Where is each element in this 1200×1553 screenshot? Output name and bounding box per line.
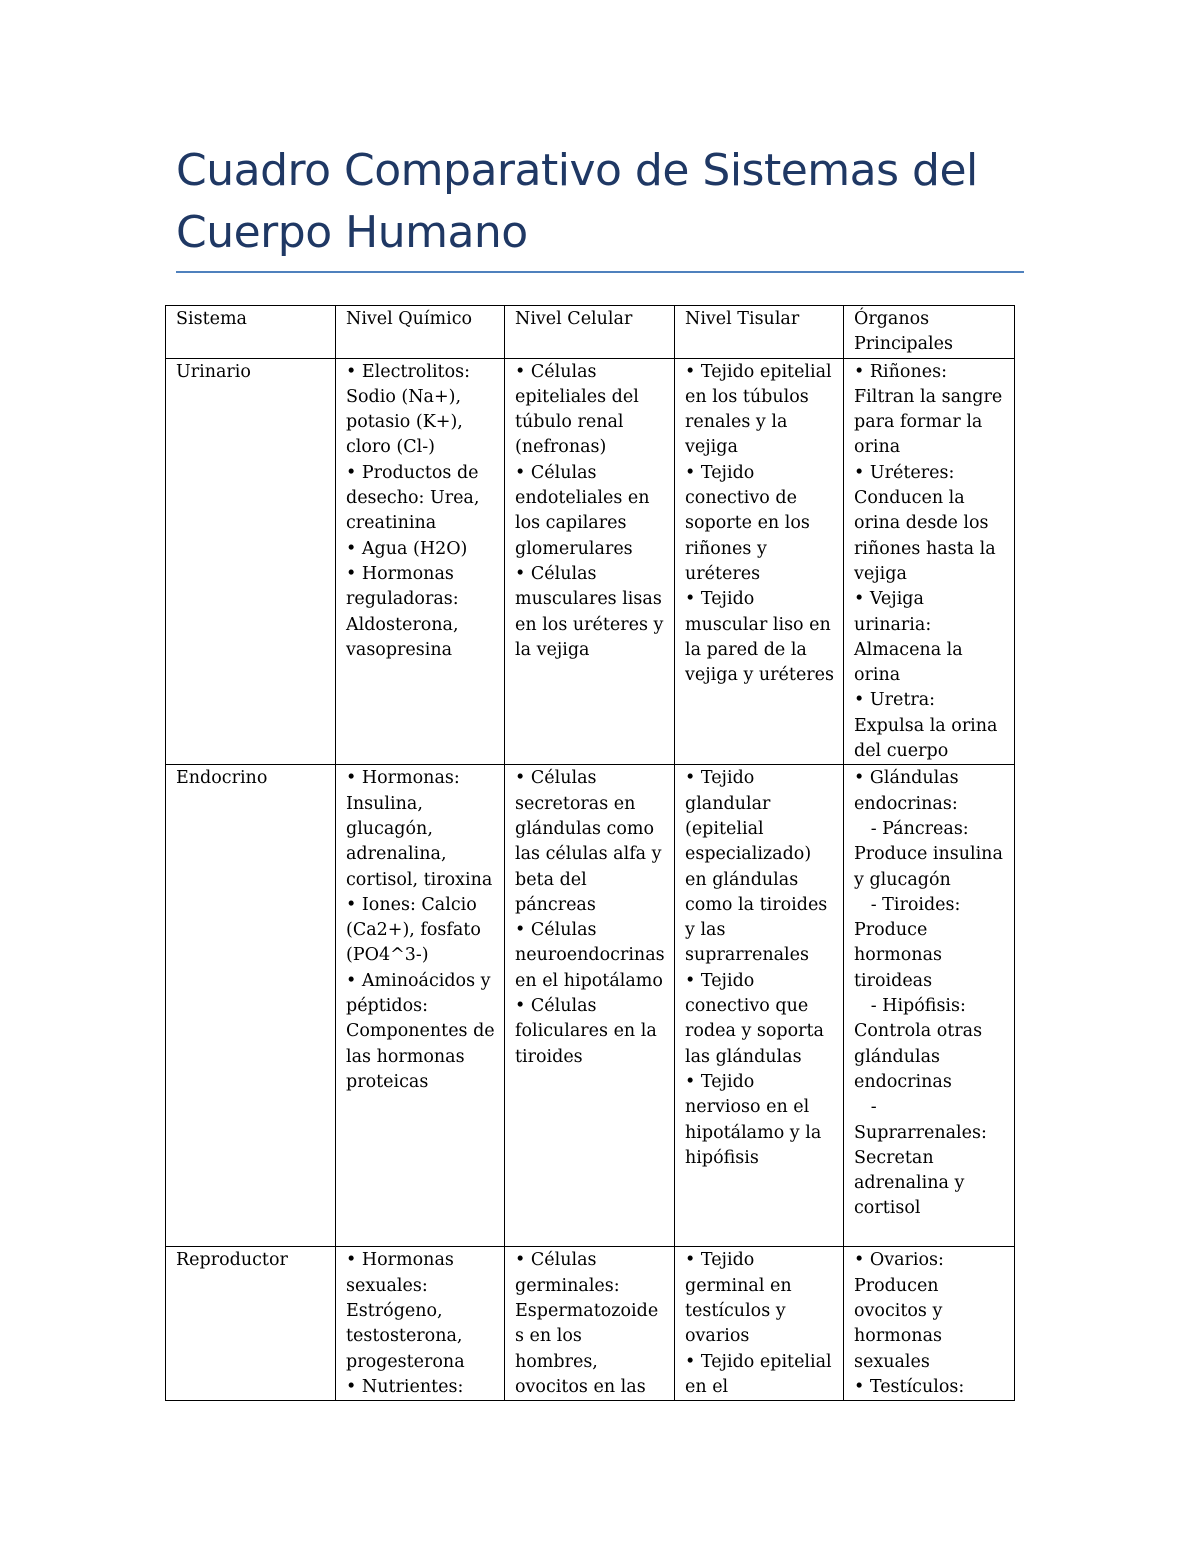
celular-cell <box>505 1247 675 1401</box>
header-cell-nivel-quimico: Nivel Químico <box>336 306 505 359</box>
list-item: • Uretra: Expulsa la orina del cuerpo <box>854 690 1004 762</box>
list-item: • Uréteres: Conducen la orina desde los riñones hasta la vejiga <box>854 462 1002 584</box>
organos-cell <box>844 1247 1015 1401</box>
list-item: - Hipófisis: Controla otras glándulas endocrinas <box>854 996 988 1092</box>
list-item: • Nutrientes: <box>346 1376 464 1397</box>
list-item: • Células musculares lisas en los uréteres y la vejiga <box>515 563 669 660</box>
list-item: • Células epiteliales del túbulo renal (nefronas) <box>515 361 645 458</box>
tisular-cell <box>675 1247 844 1401</box>
list-item: • Aminoácidos y péptidos: Componentes de las hormonas proteicas <box>346 970 501 1092</box>
list-item: • Glándulas endocrinas: <box>854 768 965 814</box>
system-cell: Endocrino <box>166 765 336 1247</box>
list-item: • Células foliculares en la tiroides <box>515 996 663 1067</box>
quimico-cell <box>336 358 505 765</box>
list-item: • Tejido nervioso en el hipotálamo y la hipófisis <box>685 1071 827 1168</box>
quimico-cell <box>336 1247 505 1401</box>
list-item: • Células endoteliales en los capilares glomerulares <box>515 462 656 559</box>
list-item: • Iones: Calcio (Ca2+), fosfato (PO4^3-) <box>346 894 487 966</box>
organos-cell <box>844 358 1015 765</box>
tisular-cell <box>675 358 844 765</box>
list-item: • Tejido germinal en testículos y ovarios <box>685 1250 798 1347</box>
quimico-cell <box>336 765 505 1247</box>
document-title: Cuadro Comparativo de Sistemas del Cuerpo Humano <box>176 145 978 258</box>
header-row <box>166 306 1015 359</box>
list-item: - Suprarrenales: Secretan adrenalina y cortisol <box>854 1097 993 1219</box>
system-cell: Urinario <box>166 358 336 765</box>
list-item: • Hormonas sexuales: Estrógeno, testosterona, progesterona <box>346 1250 469 1372</box>
list-item: • Riñones: Filtran la sangre para formar la orina <box>854 361 1008 458</box>
list-item: • Células neuroendocrinas en el hipotálamo <box>515 920 671 991</box>
celular-cell <box>505 358 675 765</box>
header-cell-organos: Órganos Principales <box>844 306 1015 359</box>
system-cell: Reproductor <box>166 1247 336 1401</box>
list-item: • Testículos: <box>854 1376 965 1397</box>
list-item: • Tejido conectivo de soporte en los riñones y uréteres <box>685 462 816 584</box>
table-row-reproductor <box>166 1247 1015 1401</box>
list-item: • Electrolitos: Sodio (Na+), potasio (K+), cloro (Cl-) <box>346 361 476 458</box>
list-item: • Productos de desecho: Urea, creatinina <box>346 462 486 534</box>
celular-cell <box>505 765 675 1247</box>
list-item: • Vejiga urinaria: Almacena la orina <box>854 589 969 686</box>
list-item: - Tiroides: Produce hormonas tiroideas <box>854 894 966 991</box>
list-item: • Tejido conectivo que rodea y soporta las glándulas <box>685 970 830 1067</box>
list-item: • Tejido glandular (epitelial especializado) en glándulas como la tiroides y las suprarrenales <box>685 768 833 966</box>
list-item: • Células secretoras en glándulas como las células alfa y beta del páncreas <box>515 768 668 915</box>
list-item: • Ovarios: Producen ovocitos y hormonas sexuales <box>854 1250 950 1372</box>
tisular-cell <box>675 765 844 1247</box>
title-underline <box>176 271 1024 273</box>
list-item: • Agua (H2O) <box>346 538 468 559</box>
table-row-urinario <box>166 358 1015 765</box>
header-cell-sistema: Sistema <box>166 306 336 359</box>
comparison-table <box>165 305 1015 1401</box>
list-item: • Hormonas reguladoras: Aldosterona, vasopresina <box>346 563 465 660</box>
table-row-endocrino <box>166 765 1015 1247</box>
list-item: • Tejido epitelial en el <box>685 1351 838 1397</box>
header-cell-nivel-celular: Nivel Celular <box>505 306 675 359</box>
header-cell-nivel-tisular: Nivel Tisular <box>675 306 844 359</box>
list-item: • Hormonas: Insulina, glucagón, adrenalina, cortisol, tiroxina <box>346 768 493 890</box>
list-item: • Células germinales: Espermatozoides en los hombres, ovocitos en las <box>515 1250 659 1397</box>
list-item: • Tejido muscular liso en la pared de la vejiga y uréteres <box>685 589 837 686</box>
list-item: • Tejido epitelial en los túbulos renales y la vejiga <box>685 361 838 458</box>
list-item: - Páncreas: Produce insulina y glucagón <box>854 818 1009 890</box>
organos-cell <box>844 765 1015 1247</box>
